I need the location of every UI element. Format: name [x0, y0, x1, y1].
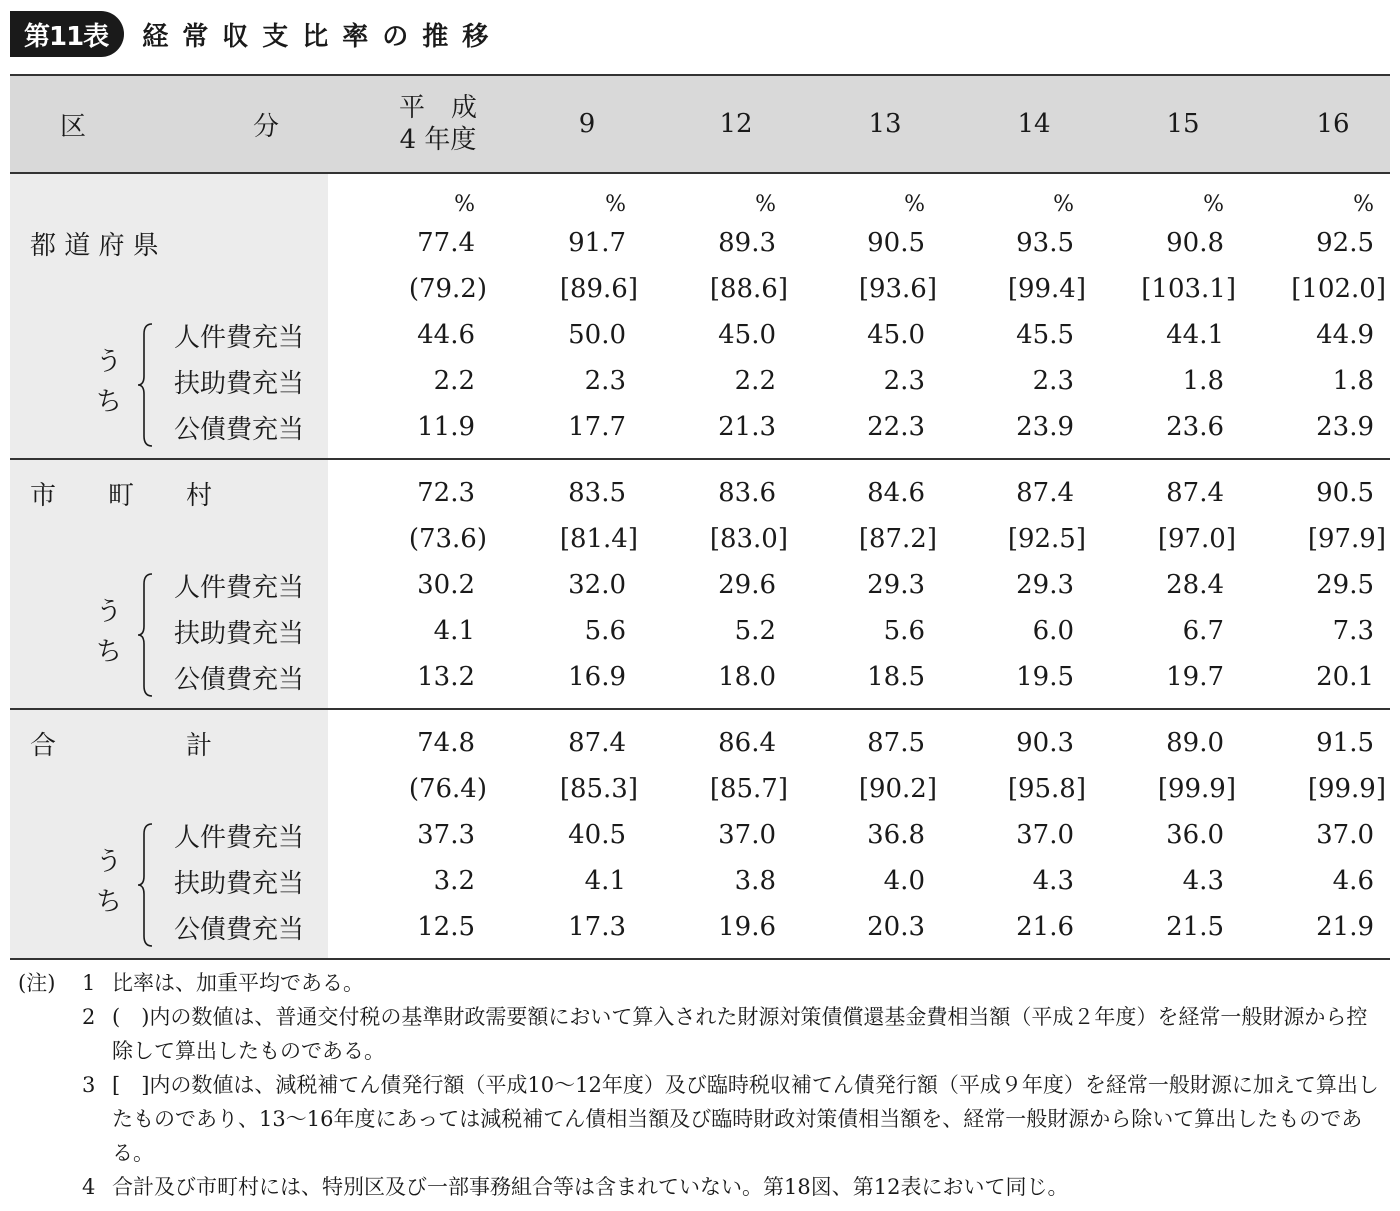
uchi-char: ち: [96, 637, 123, 667]
value-cell: 90.5: [867, 228, 925, 258]
value-cell: 77.4: [417, 228, 475, 258]
value-cell: [103.1]: [1141, 274, 1236, 304]
header-category-left: 区: [60, 111, 87, 142]
note-number: 3: [82, 1073, 96, 1097]
uchi-char: う: [96, 597, 123, 627]
sub-row: [10, 562, 1390, 608]
value-cell: 20.3: [867, 912, 925, 942]
value-cell: 2.2: [734, 366, 776, 396]
value-cell: 29.3: [867, 570, 925, 600]
sub-label: 扶助費充当: [174, 618, 305, 649]
value-cell: 13.2: [417, 662, 475, 692]
value-cell: 21.6: [1016, 912, 1074, 942]
percent-unit: %: [1203, 191, 1224, 217]
value-cell: [81.4]: [559, 524, 638, 554]
adjusted-row: [10, 516, 1390, 562]
value-cell: 16.9: [568, 662, 626, 692]
sub-row: [10, 654, 1390, 700]
value-cell: 37.0: [1016, 820, 1074, 850]
value-cell: 6.7: [1182, 616, 1224, 646]
value-cell: 5.6: [883, 616, 925, 646]
group-municipalities: [10, 460, 1390, 710]
value-cell: 7.3: [1332, 616, 1374, 646]
value-cell: 23.9: [1316, 412, 1374, 442]
sub-label: 人件費充当: [174, 822, 305, 853]
value-cell: 29.6: [718, 570, 776, 600]
sub-row: [10, 404, 1390, 450]
uchi-char: ち: [96, 387, 123, 417]
adjusted-row: [10, 266, 1390, 312]
value-cell: 91.7: [568, 228, 626, 258]
percent-unit: %: [755, 191, 776, 217]
brace-path: [138, 574, 152, 696]
value-cell: [92.5]: [1007, 524, 1086, 554]
value-cell: 90.3: [1016, 728, 1074, 758]
value-cell: [85.3]: [559, 774, 638, 804]
value-cell: 72.3: [417, 478, 475, 508]
note-number: 2: [82, 1005, 96, 1029]
brace-icon: [136, 322, 156, 448]
uchi-char: ち: [96, 887, 123, 917]
value-cell: 6.0: [1032, 616, 1074, 646]
group-prefectures: [10, 174, 1390, 460]
percent-unit: %: [605, 191, 626, 217]
value-cell: 83.6: [718, 478, 776, 508]
main-row: [10, 470, 1390, 516]
value-cell: 4.1: [433, 616, 475, 646]
ratio-table: [10, 74, 1390, 960]
header-year: 13: [868, 109, 902, 139]
note-number: 4: [82, 1175, 96, 1199]
value-cell: 19.6: [718, 912, 776, 942]
value-cell: [95.8]: [1007, 774, 1086, 804]
value-cell: 28.4: [1166, 570, 1224, 600]
value-cell: 19.5: [1016, 662, 1074, 692]
value-cell: [99.9]: [1157, 774, 1236, 804]
header-fy-line1: 平 成: [398, 93, 477, 123]
note-item: [18, 966, 1388, 1000]
value-cell: 22.3: [867, 412, 925, 442]
brace-path: [138, 324, 152, 446]
brace-icon: [136, 822, 156, 948]
value-cell: 90.5: [1316, 478, 1374, 508]
header-year: 9: [578, 109, 596, 139]
value-cell: 21.3: [718, 412, 776, 442]
note-item: [18, 1000, 1388, 1068]
uchi-label: [96, 592, 122, 672]
value-cell: 23.6: [1166, 412, 1224, 442]
sub-row: [10, 812, 1390, 858]
table-title-text: 経常収支比率の推移: [142, 21, 503, 52]
value-cell: (73.6): [408, 524, 487, 554]
table-header: [10, 74, 1390, 174]
value-cell: 4.6: [1332, 866, 1374, 896]
value-cell: [87.2]: [858, 524, 937, 554]
value-cell: [99.9]: [1307, 774, 1386, 804]
value-cell: 74.8: [417, 728, 475, 758]
value-cell: 18.0: [718, 662, 776, 692]
header-year: 15: [1166, 109, 1200, 139]
note-text: ( )内の数値は、普通交付税の基準財政需要額において算入された財源対策債償還基金費相当額（平成２年度）を経常一般財源から控除して算出したものである。: [112, 1005, 1368, 1063]
value-cell: 37.0: [718, 820, 776, 850]
note-text: [ ]内の数値は、減税補てん債発行額（平成10～12年度）及び臨時税収補てん債発行額（平成９年度）を経常一般財源に加えて算出したものであり、13～16年度にあっては減税補てん債相当額及び臨時財政対策債相当額を、経常一般財源から除いて算出したものである。: [112, 1073, 1379, 1165]
table-title: [10, 10, 502, 58]
sub-label: 公債費充当: [174, 414, 305, 445]
uchi-char: う: [96, 847, 123, 877]
value-cell: 20.1: [1316, 662, 1374, 692]
value-cell: [93.6]: [858, 274, 937, 304]
header-category-right: 分: [253, 111, 280, 142]
value-cell: 18.5: [867, 662, 925, 692]
value-cell: [102.0]: [1291, 274, 1386, 304]
note-text: 比率は、加重平均である。: [112, 971, 364, 995]
value-cell: 87.5: [867, 728, 925, 758]
value-cell: 30.2: [417, 570, 475, 600]
sub-label: 公債費充当: [174, 914, 305, 945]
value-cell: [99.4]: [1007, 274, 1086, 304]
value-cell: 50.0: [568, 320, 626, 350]
value-cell: 44.1: [1166, 320, 1224, 350]
value-cell: 45.0: [867, 320, 925, 350]
value-cell: 23.9: [1016, 412, 1074, 442]
value-cell: 2.3: [1032, 366, 1074, 396]
value-cell: 17.7: [568, 412, 626, 442]
value-cell: 4.3: [1182, 866, 1224, 896]
sub-label: 人件費充当: [174, 572, 305, 603]
value-cell: [97.9]: [1307, 524, 1386, 554]
value-cell: 3.8: [734, 866, 776, 896]
value-cell: 90.8: [1166, 228, 1224, 258]
main-row: [10, 720, 1390, 766]
value-cell: 1.8: [1182, 366, 1224, 396]
value-cell: 12.5: [417, 912, 475, 942]
group-total: [10, 710, 1390, 960]
value-cell: 84.6: [867, 478, 925, 508]
sub-label: 扶助費充当: [174, 368, 305, 399]
value-cell: 29.3: [1016, 570, 1074, 600]
sub-label: 人件費充当: [174, 322, 305, 353]
uchi-char: う: [96, 347, 123, 377]
value-cell: 37.3: [417, 820, 475, 850]
value-cell: 89.3: [718, 228, 776, 258]
value-cell: 44.6: [417, 320, 475, 350]
value-cell: 4.0: [883, 866, 925, 896]
percent-unit: %: [1053, 191, 1074, 217]
value-cell: 5.6: [584, 616, 626, 646]
value-cell: 4.3: [1032, 866, 1074, 896]
value-cell: 32.0: [568, 570, 626, 600]
sub-label: 公債費充当: [174, 664, 305, 695]
value-cell: 2.2: [433, 366, 475, 396]
unit-row: [10, 184, 1390, 224]
adjusted-row: [10, 766, 1390, 812]
note-item: [18, 1068, 1388, 1170]
brace-path: [138, 824, 152, 946]
sub-row: [10, 312, 1390, 358]
header-fy-line2: 4 年度: [399, 125, 477, 155]
value-cell: 2.3: [584, 366, 626, 396]
notes-label: (注): [18, 971, 56, 995]
value-cell: 87.4: [568, 728, 626, 758]
uchi-label: [96, 342, 122, 422]
value-cell: 5.2: [734, 616, 776, 646]
value-cell: 2.3: [883, 366, 925, 396]
header-fy-h4: [363, 76, 513, 172]
main-row: [10, 220, 1390, 266]
value-cell: [97.0]: [1157, 524, 1236, 554]
value-cell: [89.6]: [559, 274, 638, 304]
table-number-badge: 第11表: [10, 11, 124, 57]
header-year: 14: [1017, 109, 1051, 139]
value-cell: 45.0: [718, 320, 776, 350]
note-text: 合計及び市町村には、特別区及び一部事務組合等は含まれていない。第18図、第12表において同じ。: [112, 1175, 1069, 1199]
brace-icon: [136, 572, 156, 698]
group-name: 都 道 府 県: [30, 230, 159, 261]
notes: [18, 966, 1388, 1204]
value-cell: 40.5: [568, 820, 626, 850]
sub-row: [10, 608, 1390, 654]
percent-unit: %: [454, 191, 475, 217]
percent-unit: %: [904, 191, 925, 217]
value-cell: 21.5: [1166, 912, 1224, 942]
sub-label: 扶助費充当: [174, 868, 305, 899]
value-cell: 21.9: [1316, 912, 1374, 942]
value-cell: 36.8: [867, 820, 925, 850]
note-number: 1: [82, 971, 96, 995]
value-cell: 89.0: [1166, 728, 1224, 758]
percent-unit: %: [1353, 191, 1374, 217]
value-cell: 93.5: [1016, 228, 1074, 258]
sub-row: [10, 358, 1390, 404]
value-cell: 19.7: [1166, 662, 1224, 692]
value-cell: 11.9: [417, 412, 475, 442]
value-cell: 4.1: [584, 866, 626, 896]
value-cell: 91.5: [1316, 728, 1374, 758]
uchi-label: [96, 842, 122, 922]
value-cell: 29.5: [1316, 570, 1374, 600]
sub-row: [10, 858, 1390, 904]
value-cell: (76.4): [408, 774, 487, 804]
value-cell: 83.5: [568, 478, 626, 508]
value-cell: 87.4: [1016, 478, 1074, 508]
value-cell: 37.0: [1316, 820, 1374, 850]
value-cell: (79.2): [408, 274, 487, 304]
sub-row: [10, 904, 1390, 950]
value-cell: 92.5: [1316, 228, 1374, 258]
value-cell: 17.3: [568, 912, 626, 942]
value-cell: 86.4: [718, 728, 776, 758]
group-name: 市 町 村: [30, 480, 213, 511]
value-cell: [85.7]: [709, 774, 788, 804]
header-year: 12: [719, 109, 753, 139]
group-name: 合 計: [30, 730, 213, 761]
value-cell: 36.0: [1166, 820, 1224, 850]
value-cell: 45.5: [1016, 320, 1074, 350]
value-cell: [88.6]: [709, 274, 788, 304]
value-cell: 1.8: [1332, 366, 1374, 396]
value-cell: 87.4: [1166, 478, 1224, 508]
value-cell: 44.9: [1316, 320, 1374, 350]
value-cell: [83.0]: [709, 524, 788, 554]
value-cell: 3.2: [433, 866, 475, 896]
header-year: 16: [1316, 109, 1350, 139]
value-cell: [90.2]: [858, 774, 937, 804]
note-item: [18, 1170, 1388, 1204]
